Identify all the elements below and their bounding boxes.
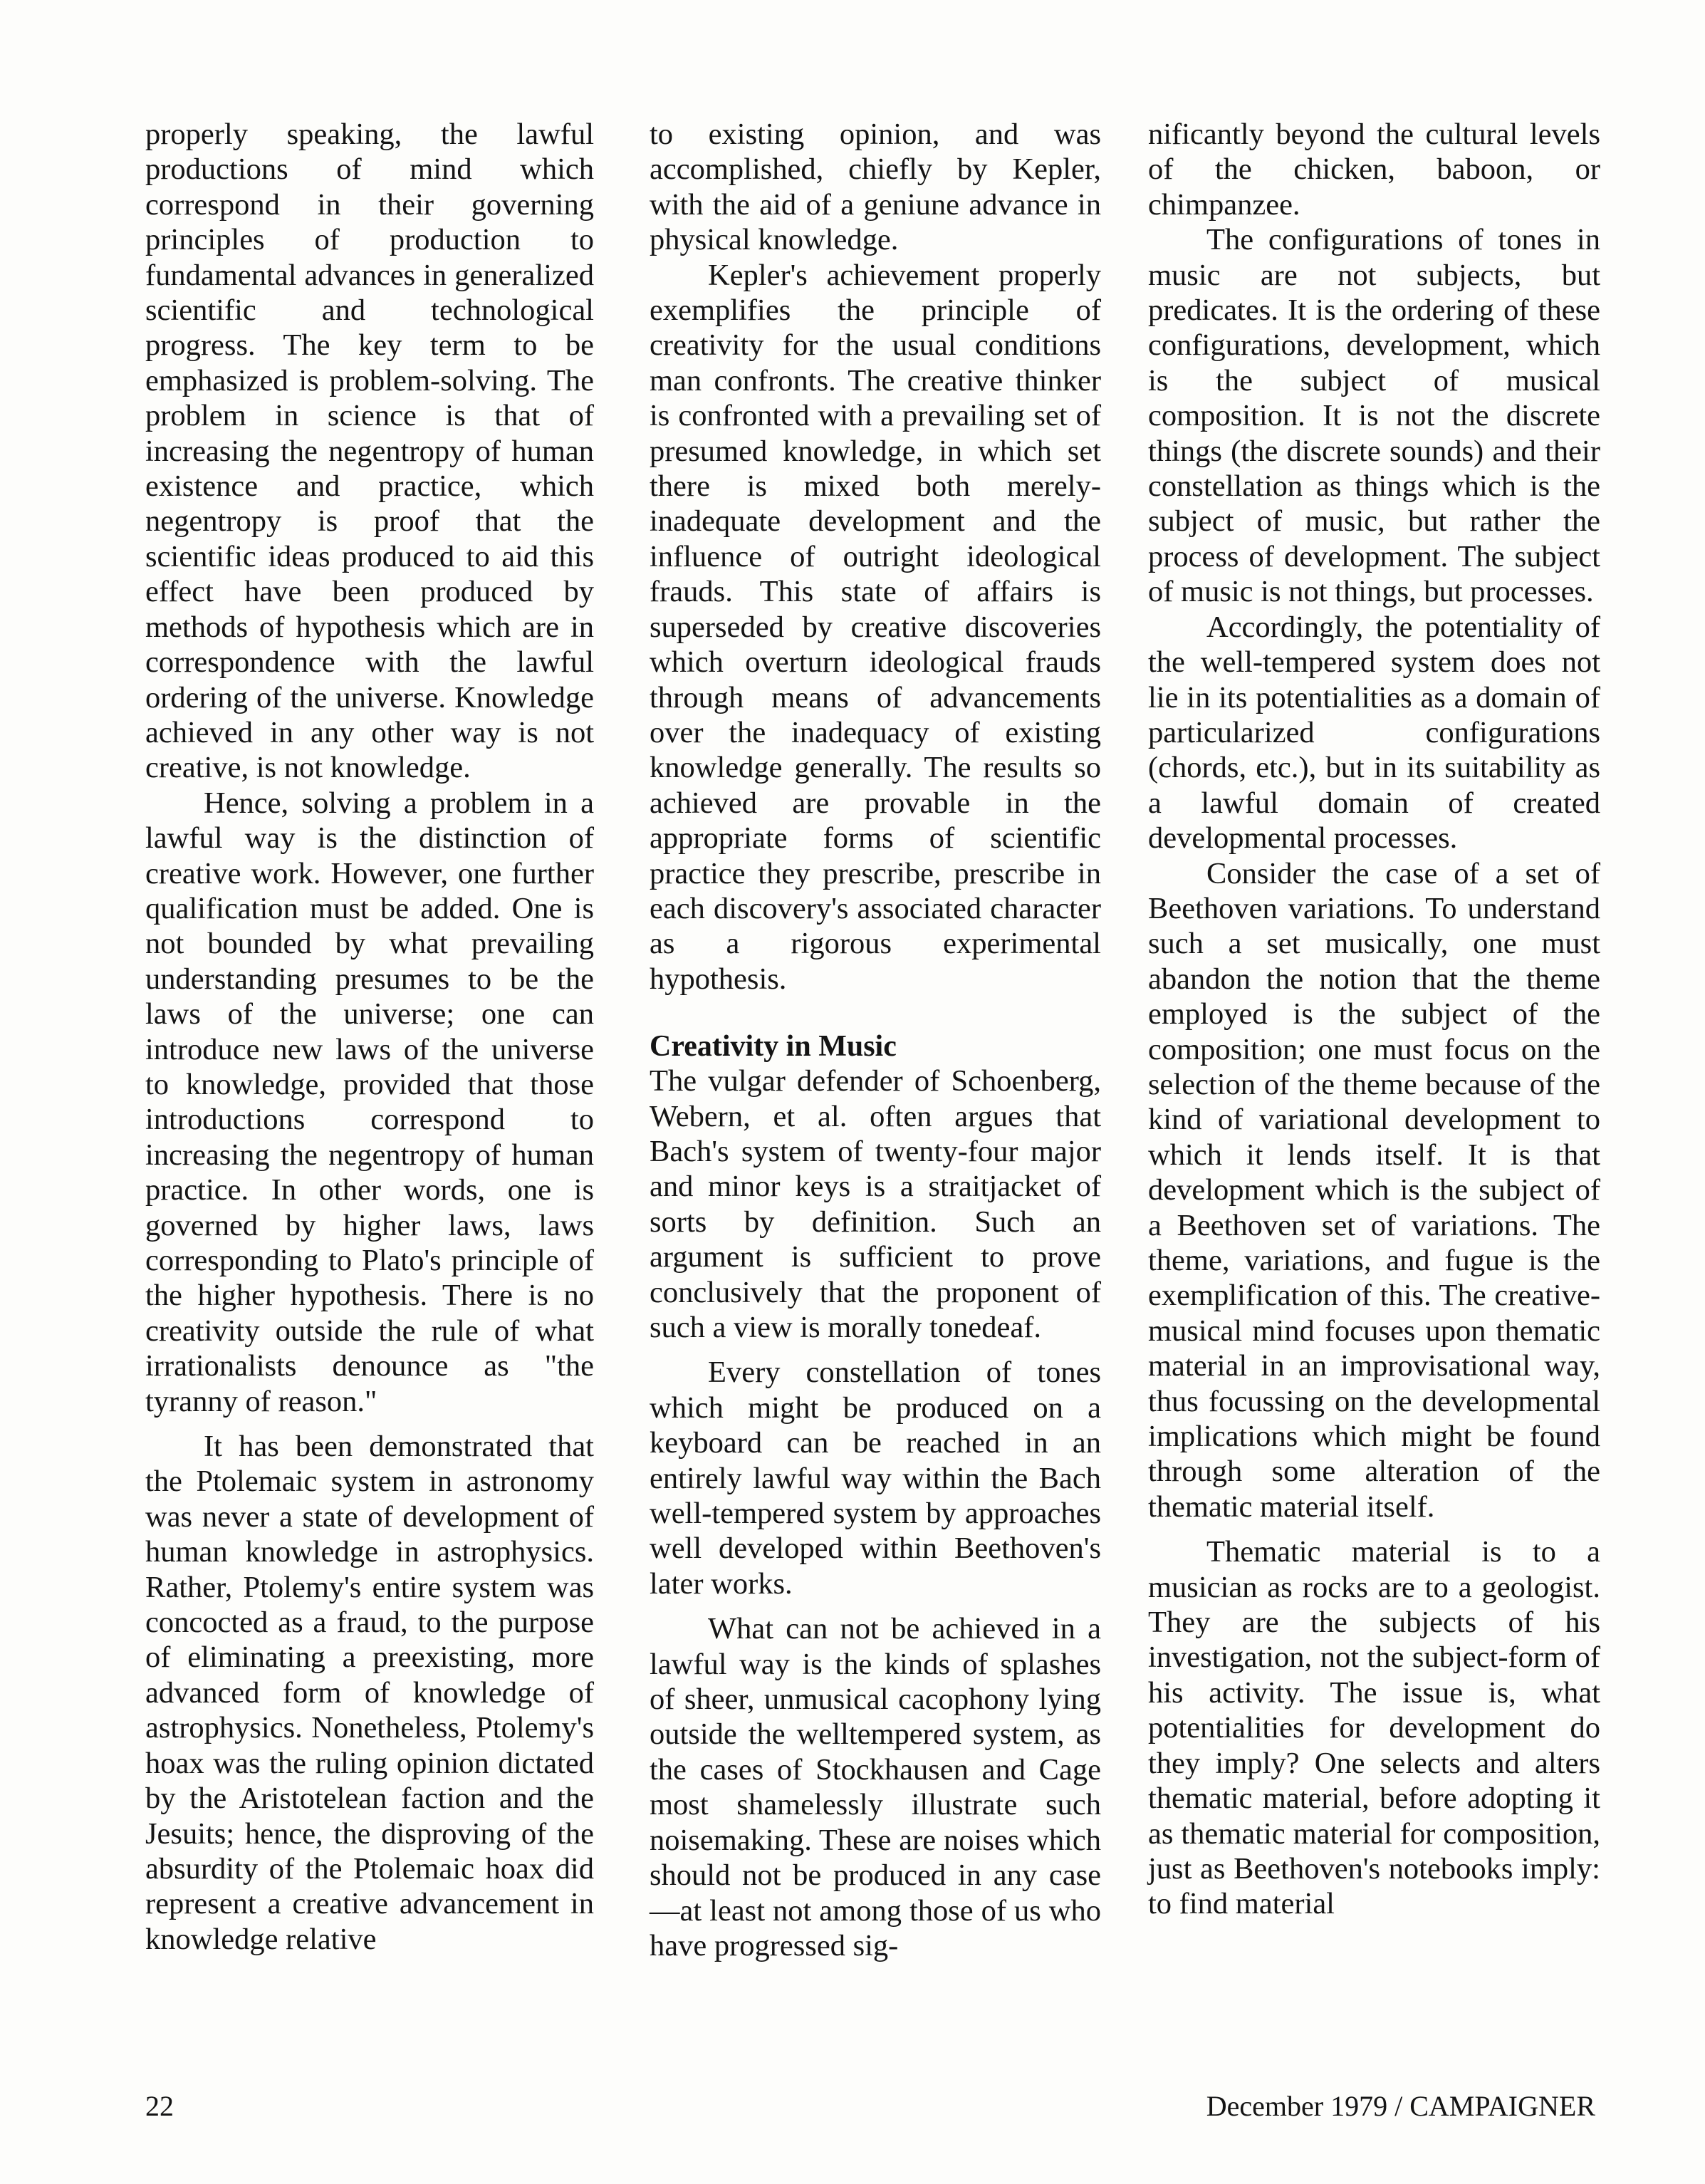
text-column-2 xyxy=(650,117,1101,1963)
issue-footer: December 1979 / CAMPAIGNER xyxy=(1206,2090,1595,2122)
page-number: 22 xyxy=(145,2090,174,2122)
paragraph: Hence, solving a problem in a lawful way is the distinction of creative work. However, one further qualification must be added. One is not bounded by what prevailing understanding presumes to be the laws of the universe; one can introduce new laws of the universe to knowledge, provided that those introductions correspond to increasing the negentropy of human practice. In other words, one is governed by higher laws, laws corresponding to Plato's principle of the higher hypothesis. There is no creativity outside the rule of what irrationalists denounce as "the tyranny of reason." xyxy=(145,786,594,1418)
paragraph: Thematic material is to a musician as rocks are to a geologist. They are the subjects of his investigation, not the subject-form of his activity. The issue is, what potentialities for development do they imply? One selects and alters thematic material, before adopting it as thematic material for composition, just as Beethoven's notebooks imply: to find material xyxy=(1148,1535,1600,1921)
paragraph: Kepler's achievement properly exemplifies the principle of creativity for the usual conditions man confronts. The creative thinker is confronted with a prevailing set of presumed knowledge, in which set there is mixed both merely-inadequate development and the influence of outright ideological frauds. This state of affairs is superseded by creative discoveries which overturn ideological frauds through means of advancements over the inadequacy of existing knowledge generally. The results so achieved are provable in the appropriate forms of scientific practice they prescribe, prescribe in each discovery's associated character as a rigorous experimental hypothesis. xyxy=(650,258,1101,996)
text-column-3 xyxy=(1148,117,1600,1922)
paragraph: It has been demonstrated that the Ptolemaic system in astronomy was never a state of development of human knowledge in astrophysics. Rather, Ptolemy's entire system was concocted as a fraud, to the purpose of eliminating a preexisting, more advanced form of knowledge of astrophysics. Nonetheless, Ptolemy's hoax was the ruling opinion dictated by the Aristotelean faction and the Jesuits; hence, the disproving of the absurdity of the Ptolemaic hoax did represent a creative advancement in knowledge relative xyxy=(145,1430,594,1956)
paragraph: to existing opinion, and was accomplished, chiefly by Kepler, with the aid of a geniune advance in physical knowledge. xyxy=(650,118,1101,257)
paragraph: Consider the case of a set of Beethoven variations. To understand such a set musically, one must abandon the notion that the theme employed is the subject of the composition; one must focus on the selection of the theme because of the kind of variational development to which it lends itself. It is that development which is the subject of a Beethoven set of variations. The theme, variations, and fugue is the exemplification of this. The creative-musical mind focuses upon thematic material in an improvisational way, thus focussing on the developmental implications which might be found through some alteration of the thematic material itself. xyxy=(1148,856,1600,1524)
paragraph: Every constellation of tones which might be produced on a keyboard can be reached in an entirely lawful way within the Bach well-tempered system by approaches well developed within Beethoven's later works. xyxy=(650,1356,1101,1601)
paragraph: nificantly beyond the cultural levels of the chicken, baboon, or chimpanzee. xyxy=(1148,118,1600,222)
text-column-1 xyxy=(145,117,594,1957)
paragraph: Accordingly, the potentiality of the well-tempered system does not lie in its potentialities as a domain of particularized configurations (chords, etc.), but in its suitability as a lawful domain of created developmental processes. xyxy=(1148,610,1600,856)
paragraph: The vulgar defender of Schoenberg, Webern, et al. often argues that Bach's system of twenty-four major and minor keys is a straitjacket of sorts by definition. Such an argument is sufficient to prove conclusively that the proponent of such a view is morally tonedeaf. xyxy=(650,1064,1101,1344)
paragraph: properly speaking, the lawful productions of mind which correspond in their governing principles of production to fundamental advances in generalized scientific and technological progress. The key term to be emphasized is problem-solving. The problem in science is that of increasing the negentropy of human existence and practice, which negentropy is proof that the scientific ideas produced to aid this effect have been produced by methods of hypothesis which are in correspondence with the lawful ordering of the universe. Knowledge achieved in any other way is not creative, is not knowledge. xyxy=(145,118,594,785)
section-heading: Creativity in Music xyxy=(650,1030,897,1064)
paragraph: What can not be achieved in a lawful way is the kinds of splashes of sheer, unmusical cacophony lying outside the welltempered system, as the cases of Stockhausen and Cage most shamelessly illustrate such noisemaking. These are noises which should not be produced in any case—at least not among those of us who have progressed sig- xyxy=(650,1612,1101,1962)
paragraph: The configurations of tones in music are not subjects, but predicates. It is the ordering of these configurations, development, which is the subject of musical composition. It is not the discrete things (the discrete sounds) and their constellation as things which is the subject of music, but rather the process of development. The subject of music is not things, but processes. xyxy=(1148,223,1600,609)
